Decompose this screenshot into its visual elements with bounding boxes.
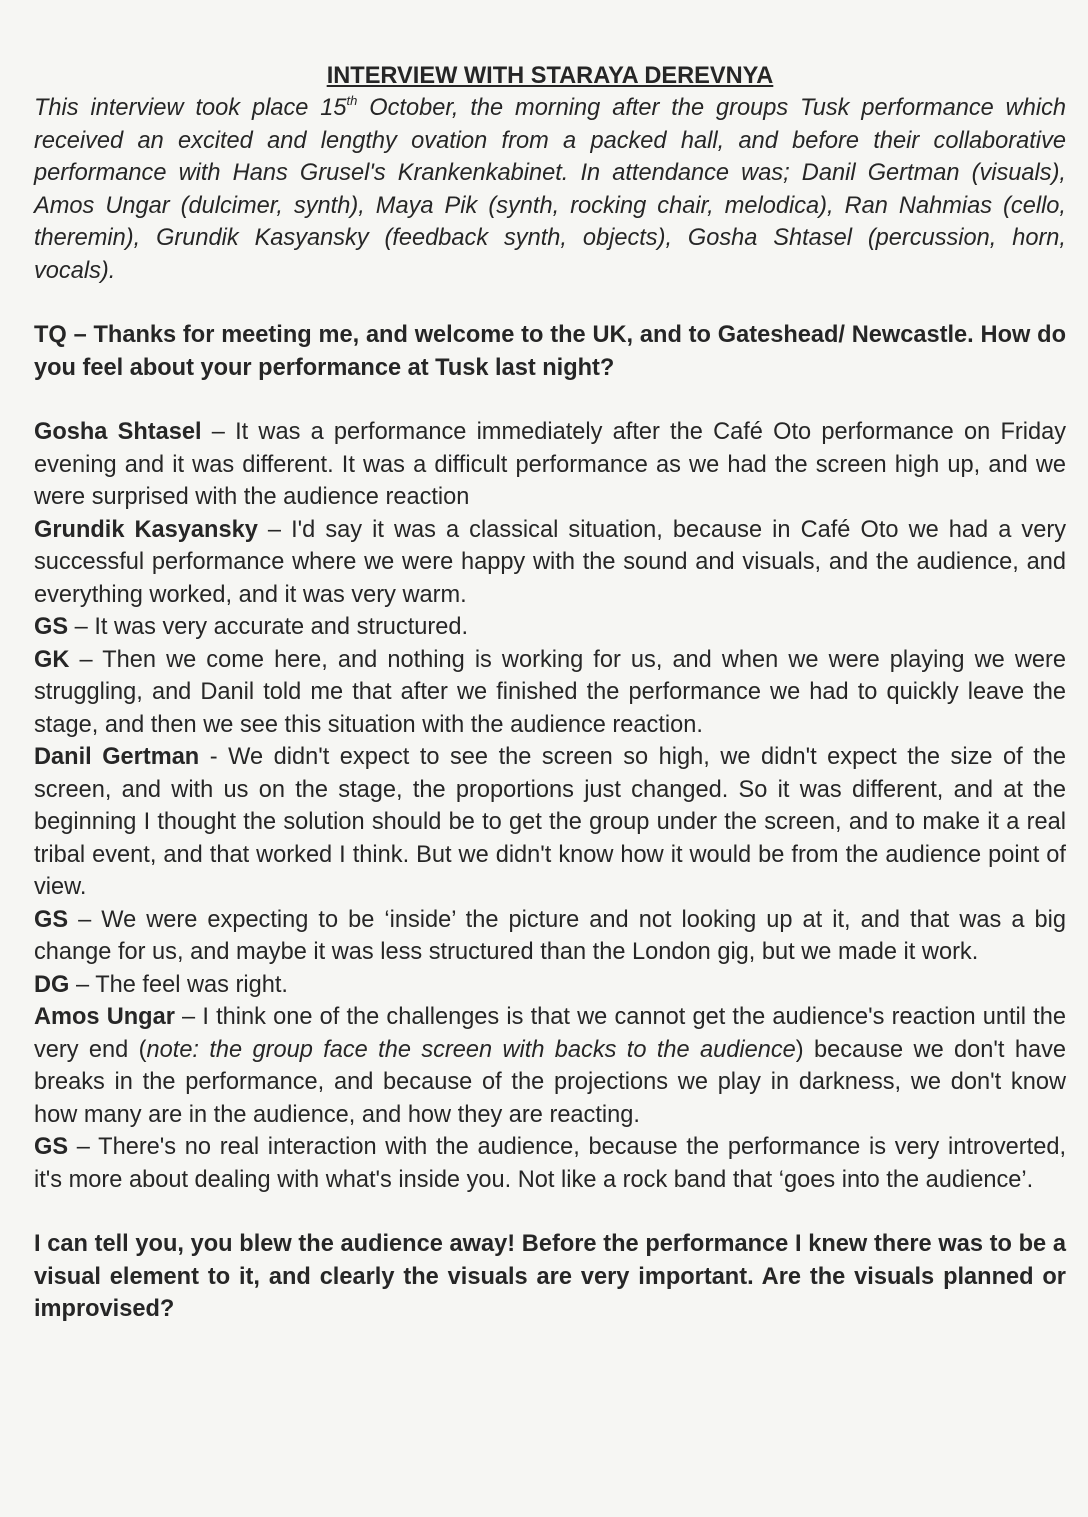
- answer-amos-ungar: [34, 1001, 1066, 1131]
- paragraph-gap: [34, 287, 1066, 319]
- answer-text: – Then we come here, and nothing is working for us, and when we were playing we were struggling, and Danil told me that after we finished the performance we had to quickly leave the stage, and then we see this situation with the audience reaction.: [34, 646, 1066, 738]
- answer-dg: [34, 969, 1066, 1002]
- speaker-name: GK: [34, 646, 70, 673]
- answer-gosha-shtasel: [34, 416, 1066, 514]
- answer-text: – The feel was right.: [69, 971, 288, 998]
- answer-gk: [34, 644, 1066, 742]
- intro-superscript: th: [346, 93, 358, 108]
- editor-note: note: the group face the screen with backs to the audience: [146, 1036, 796, 1063]
- speaker-name: GS: [34, 906, 69, 933]
- document-content: [34, 60, 1066, 1326]
- answer-text: – It was very accurate and structured.: [68, 614, 469, 640]
- speaker-name: DG: [34, 971, 70, 998]
- answer-text: - We didn't expect to see the screen so high, we didn't expect the size of the screen, and with us on the stage, the proportions just changed. So it was different, and at the beginning I thought the solution should be to get the group under the screen, and to make it a real tribal event, and that worked I think. But we didn't know how it would be from the audience point of view.: [34, 744, 1066, 900]
- speaker-name: Amos Ungar: [34, 1004, 175, 1030]
- answer-gs-2: [34, 904, 1066, 969]
- intro-paragraph: [34, 92, 1066, 287]
- answer-text: – We were expecting to be ‘inside’ the picture and not looking up at it, and that was a big change for us, and maybe it was less structured than the London gig, but we made it work.: [34, 906, 1066, 965]
- speaker-name: GS: [34, 614, 69, 640]
- answer-danil-gertman: [34, 741, 1066, 904]
- question-tq-1: TQ – Thanks for meeting me, and welcome to the UK, and to Gateshead/ Newcastle. How do you feel about your performance at Tusk last night?: [34, 322, 1066, 381]
- paragraph-gap: [34, 384, 1066, 416]
- answer-gs-3: [34, 1131, 1066, 1196]
- answer-text: – I'd say it was a classical situation, because in Café Oto we had a very successful performance where we were happy with the sound and visuals, and the audience, and everything worked, and it was very warm.: [34, 516, 1066, 608]
- speaker-name: Danil Gertman: [34, 744, 200, 770]
- paragraph-gap: [34, 1196, 1066, 1228]
- answer-text-after-note: ) because we don't have breaks in the performance, and because of the projections we play in darkness, we don't know how many are in the audience, and how they are reacting.: [34, 1036, 1067, 1128]
- answer-text: – It was a performance immediately after the Café Oto performance on Friday evening and it was different. It was a difficult performance as we had the screen high up, and we were surprised with the audience reaction: [34, 419, 1067, 510]
- intro-text-end: October, the morning after the groups Tusk performance which received an excited and lengthy ovation from a packed hall, and before their collaborative performance with Hans Grusel's Krankenkabinet. In attendance was; Danil Gertman (visuals), Amos Ungar (dulcimer, synth), Maya Pik (synth, rocking chair, melodica), Ran Nahmias (cello, theremin), Grundik Kasyansky (feedback synth, objects), Gosha Shtasel (percussion, horn, vocals).: [34, 95, 1066, 284]
- answer-text: – There's no real interaction with the audience, because the performance is very introverted, it's more about dealing with what's inside you. Not like a rock band that ‘goes into the audience’.: [34, 1134, 1066, 1193]
- answer-grundik-kasyansky: [34, 514, 1066, 612]
- answer-text-before-note: – I think one of the challenges is that we cannot get the audience's reaction until the very end (: [34, 1004, 1066, 1063]
- answer-gs-1: [34, 611, 1066, 644]
- intro-text-start: This interview took place 15: [34, 95, 347, 121]
- page-title: INTERVIEW WITH STARAYA DEREVNYA: [326, 63, 774, 89]
- speaker-name: GS: [34, 1134, 69, 1160]
- question-tq-2: I can tell you, you blew the audience away! Before the performance I knew there was to be a visual element to it, and clearly the visuals are very important. Are the visuals planned or improvised?: [34, 1231, 1066, 1322]
- speaker-name: Gosha Shtasel: [34, 419, 202, 445]
- speaker-name: Grundik Kasyansky: [34, 516, 258, 543]
